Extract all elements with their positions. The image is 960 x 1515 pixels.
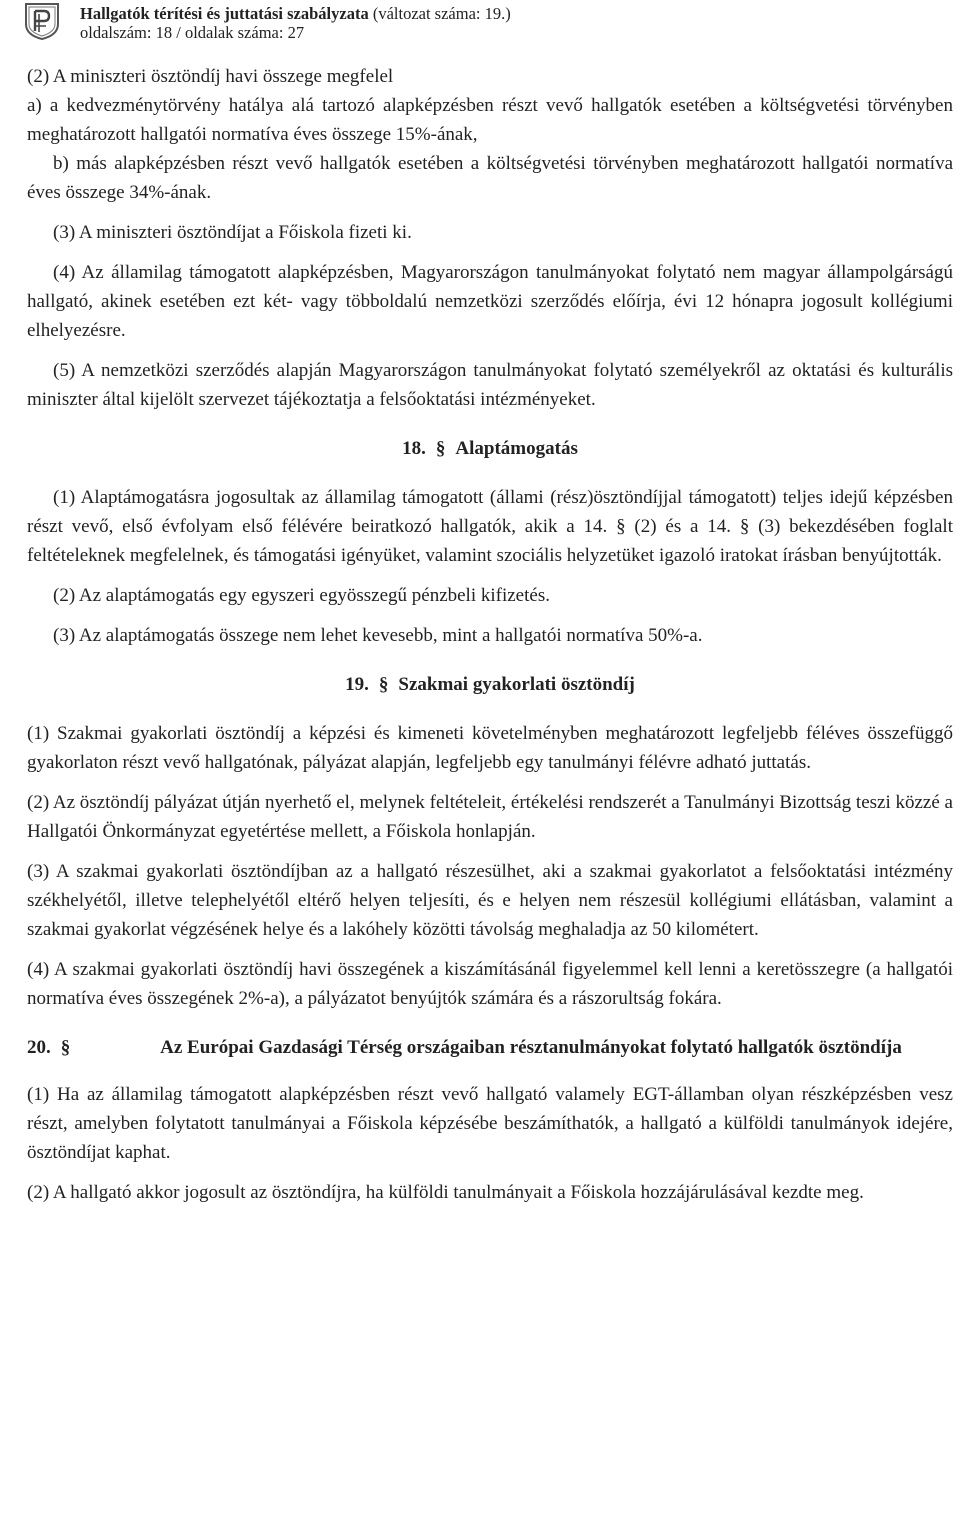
- section-heading-20: [27, 1033, 953, 1062]
- document-body: [27, 62, 953, 1207]
- page-number: oldalszám: 18 / oldalak száma: 27: [80, 23, 305, 42]
- paragraph: a) a kedvezménytörvény hatálya alá tartozó alapképzésben részt vevő hallgatók esetében a költségvetési törvényben meghatározott hallgatói normatíva éves összege 15%-ának,: [27, 95, 953, 145]
- paragraph: (2) A hallgató akkor jogosult az ösztöndíjra, ha külföldi tanulmányait a Főiskola hozzájárulásával kezdte meg.: [27, 1182, 864, 1203]
- section-number-and-sign: 20. §: [27, 1037, 71, 1058]
- section-title: Alaptámogatás: [455, 438, 578, 459]
- section-sign: §: [378, 674, 389, 695]
- paragraph: (3) Az alaptámogatás összege nem lehet kevesebb, mint a hallgatói normatíva 50%-a.: [53, 625, 703, 646]
- document-version: (változat száma: 19.): [372, 4, 511, 23]
- paragraph: (4) A szakmai gyakorlati ösztöndíj havi összegének a kiszámításánál figyelemmel kell lenni a keretösszegre (a hallgatói normatíva éves összegének 2%-a), a pályázatot benyújtók számára és a rászorultság fokára.: [27, 959, 953, 1009]
- paragraph: (1) Szakmai gyakorlati ösztöndíj a képzési és kimeneti követelményben meghatározott legfeljebb féléves összefüggő gyakorlaton részt vevő hallgatónak, pályázat alapján, legfeljebb egy tanulmányi félévre adható juttatás.: [27, 723, 953, 773]
- paragraph: (5) A nemzetközi szerződés alapján Magyarországon tanulmányokat folytató személyekről az oktatási és kulturális miniszter által kijelölt szervezet tájékoztatja a felsőoktatási intézményeket.: [27, 360, 953, 410]
- section-title: Az Európai Gazdasági Térség országaiban résztanulmányokat folytató hallgatók ösztöndíja: [160, 1037, 902, 1058]
- paragraph: (1) Alaptámogatásra jogosultak az államilag támogatott (állami (rész)ösztöndíjjal támogatott) teljes idejű képzésben részt vevő, első évfolyam első félévére beiratkozó hallgatók, akik a 14. § (2) és a 14. § (3) bekezdésében foglalt feltételeknek megfelelnek, és támogatási igényüket, valamint szociális helyzetüket igazoló iratokat írásban benyújtották.: [27, 487, 953, 566]
- paragraph: b) más alapképzésben részt vevő hallgatók esetében a költségvetési törvényben meghatározott hallgatói normatíva éves összege 34%-ának.: [27, 153, 953, 203]
- paragraph: (2) Az ösztöndíj pályázat útján nyerhető el, melynek feltételeit, értékelési rendszerét a Tanulmányi Bizottság teszi közzé a Hallgatói Önkormányzat egyetértése mellett, a Főiskola honlapján.: [27, 792, 953, 842]
- document-title: Hallgatók térítési és juttatási szabályzata (változat száma: 19.): [80, 4, 511, 23]
- paragraph: (2) A miniszteri ösztöndíj havi összege megfelel: [27, 66, 394, 87]
- section-sign: §: [435, 438, 446, 459]
- page-header: [0, 0, 960, 46]
- paragraph: (3) A szakmai gyakorlati ösztöndíjban az a hallgató részesülhet, aki a szakmai gyakorlatot a felsőoktatási intézmény székhelyétől, illetve telephelyétől eltérő helyen teljesíti, és e helyen nem részesül kollégiumi ellátásban, valamint a szakmai gyakorlat végzésének helye és a lakóhely közötti távolság meghaladja az 50 kilométert.: [27, 861, 953, 940]
- section-number: 19.: [345, 674, 369, 695]
- section-number: 18.: [402, 438, 426, 459]
- institution-logo-icon: [24, 2, 60, 40]
- section-title: Szakmai gyakorlati ösztöndíj: [398, 674, 635, 695]
- paragraph: (1) Ha az államilag támogatott alapképzésben részt vevő hallgató valamely EGT-államban olyan részképzésben vesz részt, amelyben folytatott tanulmányai a Főiskola képzésébe beszámíthatók, a hallgató a külföldi tanulmányok idejére, ösztöndíjat kaphat.: [27, 1084, 953, 1163]
- section-heading-18: [27, 434, 953, 463]
- paragraph: (4) Az államilag támogatott alapképzésben, Magyarországon tanulmányokat folytató nem magyar állampolgárságú hallgató, akinek esetében ezt két- vagy többoldalú nemzetközi szerződés előírja, évi 12 hónapra jogosult kollégiumi elhelyezésre.: [27, 262, 953, 341]
- paragraph: (3) A miniszteri ösztöndíjat a Főiskola fizeti ki.: [53, 222, 412, 243]
- section-heading-19: [27, 670, 953, 699]
- paragraph: (2) Az alaptámogatás egy egyszeri egyösszegű pénzbeli kifizetés.: [53, 585, 550, 606]
